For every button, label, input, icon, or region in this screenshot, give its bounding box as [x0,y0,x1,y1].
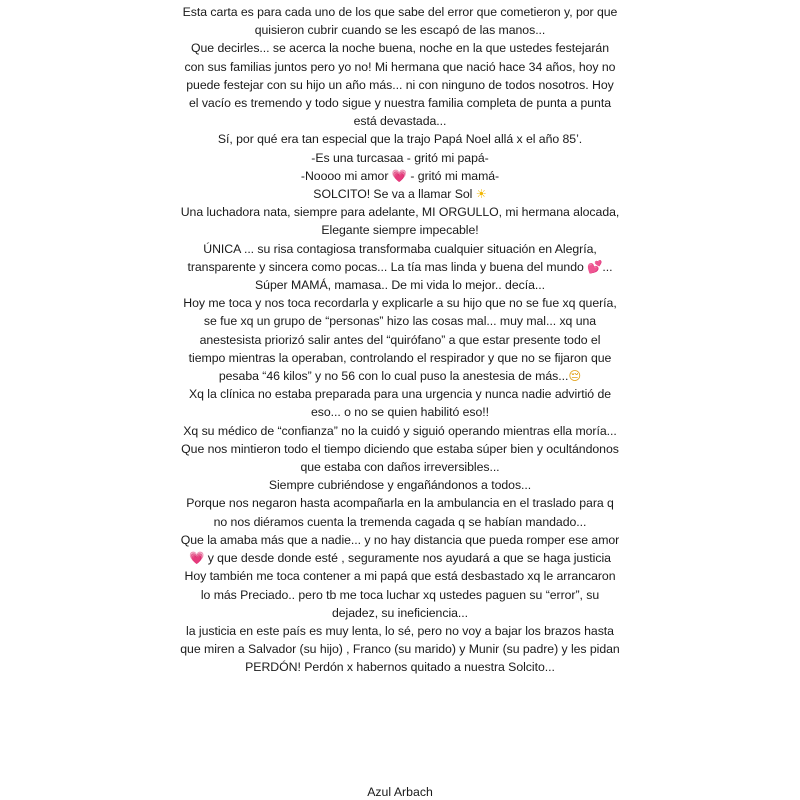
growing-heart-icon: 💗 [189,551,205,566]
paragraph-papa-noel: Sí, por qué era tan especial que la trajo Papá Noel allá x el año 85’. [217,132,583,147]
paragraph-christmas: Que decirles... se acerca la noche buena, noche en la que ustedes festejarán con sus familias juntos pero yo no! Mi hermana que nació hace 34 años, hoy no puede festejar con su hijo un año más... ni con ninguno de todos nosotros. Hoy el vacío es tremendo y todo sigue y nuestra familia completa de punta a punta está devastada... [184,41,616,129]
paragraph-medico: Xq su médico de “confianza” no la cuidó y siguió operando mientras ella moría... [183,423,617,438]
paragraph-justicia: la justicia en este país es muy lenta, lo sé, pero no voy a bajar los brazos hasta que miren a Salvador (su hijo) , Franco (su marido) y Munir (su padre) y les pidan PERDÓN! Perdón x habernos quitado a nuestra Solcito... [180,623,620,675]
paragraph-cubriendose: Siempre cubriéndose y engañándonos a todos... [268,478,532,493]
paragraph-mom-quote: -Noooo mi amor 💗 - gritó mi mamá- [300,168,500,183]
paragraph-clinica: Xq la clínica no estaba preparada para una urgencia y nunca nadie advirtió de eso... o no se quien habilitó eso!! [188,387,612,420]
pensive-face-icon: 😔 [568,369,582,384]
paragraph-solcito: SOLCITO! Se va a llamar Sol ☀ [313,187,487,202]
letter-body [180,3,620,677]
paragraph-unica: ÚNICA ... su risa contagiosa transformaba cualquier situación en Alegría, transparente y sincera como pocas... La tía mas linda y buena del mundo 💕... [187,241,613,274]
paragraph-super-mama: Súper MAMÁ, mamasa.. De mi vida lo mejor.. decía... [255,278,545,293]
growing-heart-icon: 💗 [391,168,408,183]
sun-icon: ☀ [475,187,487,202]
signature: Azul Arbach [367,785,433,799]
paragraph-amor: Que la amaba más que a nadie... y no hay distancia que pueda romper ese amor 💗 y que desde donde esté , seguramente nos ayudará a que se haga justicia [180,532,620,566]
paragraph-explanation: Hoy me toca y nos toca recordarla y explicarle a su hijo que no se fue xq quería, se fue xq un grupo de “personas” hizo las cosas mal... muy mal... xq una anestesista priorizó salir antes del “quirófano” a que estar presente todo el tiempo mientras la operaban, controlando el respirador y que no se fijaron que pesaba “46 kilos” y no 56 con lo cual puso la anestesia de más...😔 [183,296,617,384]
paragraph-dad-quote: -Es una turcasaa - gritó mi papá- [311,150,489,165]
paragraph-mintieron: Que nos mintieron todo el tiempo diciendo que estaba súper bien y ocultándonos que estaba con daños irreversibles... [181,441,619,475]
paragraph-ambulancia: Porque nos negaron hasta acompañarla en la ambulancia en el traslado para q no nos diéramos cuenta la tremenda cagada q se habían mandado... [186,496,614,529]
two-hearts-icon: 💕 [587,259,603,274]
paragraph-opening: Esta carta es para cada uno de los que sabe del error que cometieron y, por que quisieron cubrir cuando se les escapó de las manos... [182,5,618,38]
paragraph-papa: Hoy también me toca contener a mi papá que está desbastado xq le arrancaron lo más Preciado.. pero tb me toca luchar xq ustedes paguen su “error”, su dejadez, su ineficiencia... [184,569,616,620]
paragraph-luchadora: Una luchadora nata, siempre para adelante, MI ORGULLO, mi hermana alocada, Elegante siempre impecable! [180,205,620,238]
